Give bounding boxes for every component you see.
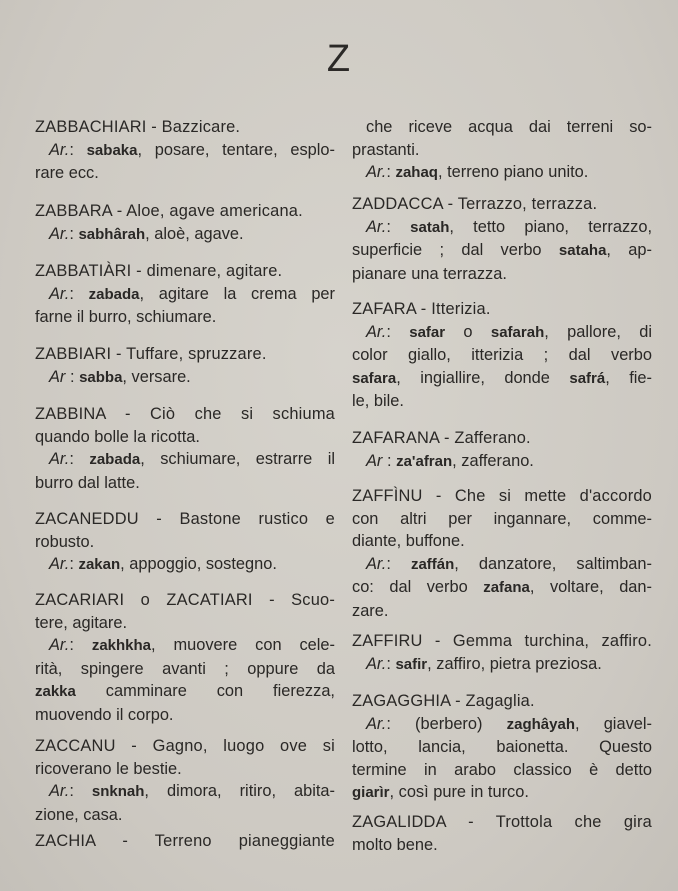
entry-text-line	[35, 366, 335, 390]
abbreviation-ar: Ar.	[366, 322, 387, 341]
section-letter: Z	[326, 38, 352, 80]
entry-text-line: quando bolle la ricotta.	[35, 427, 200, 446]
entry-headword-line: ZACCANU - Gagno, luogo ove si	[35, 737, 335, 755]
arabic-term: zabada	[89, 451, 141, 468]
dictionary-entry	[35, 116, 335, 185]
entry-headword-line: ZACHIA - Terreno pianeggiante	[35, 832, 335, 850]
gloss-text: , fie-	[605, 368, 652, 387]
abbreviation-ar: Ar.	[49, 636, 70, 654]
gloss-text: , zaffiro, pietra preziosa.	[427, 654, 602, 673]
arabic-term: safir	[395, 655, 428, 673]
entry-text-line: zione, casa.	[35, 805, 123, 824]
entry-headword-line: ZABBINA - Ciò che si schiuma	[35, 405, 335, 423]
arabic-term: sabba	[79, 368, 123, 386]
arabic-term: safarah	[490, 323, 545, 341]
dictionary-entry	[352, 193, 652, 285]
gloss-text: :	[69, 782, 92, 800]
entry-text-line: rare ecc.	[35, 164, 99, 182]
gloss-text: :	[65, 367, 80, 386]
gloss-text: co: dal verbo	[352, 578, 484, 596]
arabic-term: zakhkha	[91, 637, 152, 654]
entry-text-line	[352, 553, 652, 577]
abbreviation-ar: Ar.	[366, 654, 387, 673]
entry-headword-line: ZAFARANA - Zafferano.	[352, 429, 531, 447]
entry-text-line	[352, 161, 652, 185]
entry-text-line: farne il burro, schiumare.	[35, 308, 217, 326]
entry-text-line: termine in arabo classico è detto	[352, 760, 652, 779]
entry-text-line: muovendo il corpo.	[35, 705, 174, 724]
entry-text-line	[352, 216, 652, 240]
gloss-text: :	[69, 636, 92, 654]
entry-text-line	[352, 653, 652, 677]
dictionary-entry	[35, 200, 335, 246]
arabic-term: zakan	[78, 556, 121, 573]
gloss-text: :	[386, 554, 411, 573]
arabic-term: zaffán	[410, 555, 455, 573]
gloss-text: , appoggio, sostegno.	[120, 555, 277, 573]
arabic-term: zakka	[35, 683, 76, 700]
dictionary-entry	[352, 485, 652, 622]
entry-text-line	[35, 283, 335, 307]
arabic-term: satah	[410, 218, 450, 236]
dictionary-entry	[352, 427, 652, 473]
entry-text-line	[35, 553, 335, 577]
gloss-text: :	[69, 224, 79, 243]
arabic-term: sabaka	[86, 141, 138, 159]
gloss-text: , posare, tentare, esplo-	[137, 140, 335, 159]
gloss-text: :	[386, 163, 396, 181]
entry-headword-line: ZABBIARI - Tuffare, spruzzare.	[35, 345, 267, 363]
entry-text-line: color giallo, itterizia ; dal verbo	[352, 346, 652, 364]
entry-text-line: pianare una terrazza.	[352, 264, 507, 283]
abbreviation-ar: Ar.	[366, 163, 387, 181]
gloss-text: , pallore, di	[544, 322, 652, 341]
gloss-text: , giavel-	[574, 714, 652, 733]
arabic-term: zaghâyah	[506, 715, 575, 733]
gloss-text: , versare.	[122, 367, 191, 386]
entry-text-line: le, bile.	[352, 392, 404, 410]
gloss-text: :	[69, 284, 89, 303]
gloss-text: , così pure in turco.	[389, 783, 529, 801]
abbreviation-ar: Ar.	[366, 714, 387, 733]
gloss-text: , schiumare, estrarre il	[140, 450, 335, 468]
entry-headword-line: ZACARIARI o ZACATIARI - Scuo-	[35, 591, 335, 609]
abbreviation-ar: Ar.	[49, 140, 70, 159]
entry-text-line	[352, 576, 652, 600]
gloss-text: :	[386, 322, 410, 341]
gloss-text: camminare con fierezza,	[75, 682, 335, 700]
abbreviation-ar: Ar.	[49, 450, 70, 468]
gloss-text: , dimora, ritiro, abita-	[144, 782, 335, 800]
entry-text-line: che riceve acqua dai terreni so-	[366, 118, 652, 136]
entry-text-line: tere, agitare.	[35, 613, 128, 632]
entry-text-line	[35, 448, 335, 472]
dictionary-entry	[352, 116, 652, 185]
entry-text-line: molto bene.	[352, 835, 438, 854]
abbreviation-ar: Ar.	[49, 284, 70, 303]
gloss-text: , tetto piano, terrazzo,	[449, 217, 653, 236]
arabic-term: zahaq	[395, 164, 438, 181]
dictionary-entry	[352, 811, 652, 856]
entry-text-line	[35, 223, 335, 247]
entry-text-line	[352, 367, 652, 391]
entry-text-line	[35, 634, 335, 658]
entry-text-line: lotto, lancia, baionetta. Questo	[352, 738, 652, 756]
entry-text-line	[352, 321, 652, 345]
entry-text-line: robusto.	[35, 532, 95, 551]
entry-text-line: diante, buffone.	[352, 532, 465, 550]
arabic-term: sabhârah	[78, 225, 146, 243]
entry-headword-line: ZABBARA - Aloe, agave americana.	[35, 202, 303, 220]
gloss-text: :	[69, 555, 79, 573]
abbreviation-ar: Ar.	[366, 217, 387, 236]
entry-text-line	[352, 713, 652, 737]
arabic-term: za'afran	[396, 452, 453, 470]
arabic-term: sataha	[558, 242, 607, 259]
entry-headword-line: ZAFARA - Itterizia.	[352, 300, 491, 318]
gloss-text: , aloè, agave.	[145, 224, 244, 243]
entry-headword-line: ZAGAGGHIA - Zagaglia.	[352, 692, 535, 710]
arabic-term: safar	[409, 323, 446, 341]
entry-headword-line: ZACANEDDU - Bastone rustico e	[35, 510, 335, 528]
entry-text-line: burro dal latte.	[35, 473, 140, 492]
entry-text-line: ricoverano le bestie.	[35, 759, 182, 778]
entry-text-line: con altri per ingannare, comme-	[352, 509, 652, 528]
entry-text-line: prastanti.	[352, 140, 420, 159]
gloss-text: :	[69, 450, 90, 468]
gloss-text: :	[382, 451, 397, 470]
gloss-text: , ingiallire, donde	[396, 368, 570, 387]
entry-headword-line: ZAFFIRU - Gemma turchina, zaffiro.	[352, 632, 652, 650]
dictionary-entry	[352, 690, 652, 805]
gloss-text: :	[69, 140, 87, 159]
arabic-term: giarìr	[352, 784, 390, 801]
entry-headword-line: ZAGALIDDA - Trottola che gira	[352, 813, 652, 831]
entry-text-line	[35, 139, 335, 163]
dictionary-entry	[352, 630, 652, 676]
dictionary-entry	[35, 343, 335, 389]
gloss-text: superficie ; dal verbo	[352, 241, 559, 259]
entry-text-line: rità, spingere avanti ; oppure da	[35, 659, 335, 678]
gloss-text: : (berbero)	[386, 714, 507, 733]
arabic-term: zabada	[88, 285, 140, 303]
dictionary-entry	[35, 508, 335, 577]
entry-text-line: zare.	[352, 601, 389, 620]
dictionary-entry	[35, 830, 335, 853]
abbreviation-ar: Ar	[366, 451, 383, 470]
dictionary-entry	[35, 589, 335, 726]
abbreviation-ar: Ar.	[49, 782, 70, 800]
dictionary-entry	[35, 260, 335, 329]
arabic-term: safrá	[569, 369, 606, 387]
entry-headword-line: ZAFFÌNU - Che si mette d'accordo	[352, 487, 652, 505]
arabic-term: zafana	[483, 579, 530, 596]
entry-text-line	[352, 450, 652, 474]
gloss-text: , voltare, dan-	[529, 578, 652, 596]
entry-headword-line: ZABBATIÀRI - dimenare, agitare.	[35, 262, 283, 280]
arabic-term: snknah	[91, 783, 145, 800]
entry-headword-line: ZABBACHIARI - Bazzicare.	[35, 118, 241, 136]
abbreviation-ar: Ar.	[49, 555, 70, 573]
gloss-text: , agitare la crema per	[139, 284, 336, 303]
gloss-text: , zafferano.	[452, 451, 534, 470]
abbreviation-ar: Ar.	[49, 224, 70, 243]
entry-text-line	[35, 780, 335, 804]
gloss-text: , ap-	[606, 241, 652, 259]
gloss-text: :	[386, 217, 411, 236]
entry-text-line	[352, 781, 652, 805]
dictionary-entry	[352, 298, 652, 413]
entry-text-line	[35, 680, 335, 704]
dictionary-entry	[35, 735, 335, 826]
abbreviation-ar: Ar.	[366, 554, 387, 573]
gloss-text: o	[445, 322, 491, 341]
gloss-text: , danzatore, saltimban-	[454, 554, 652, 573]
gloss-text: , muovere con cele-	[151, 636, 335, 654]
entry-text-line	[352, 239, 652, 263]
gloss-text: , terreno piano unito.	[437, 163, 589, 181]
arabic-term: safara	[352, 369, 397, 387]
entry-headword-line: ZADDACCA - Terrazzo, terrazza.	[352, 195, 598, 213]
abbreviation-ar: Ar	[49, 367, 66, 386]
dictionary-entry	[35, 403, 335, 494]
gloss-text: :	[386, 654, 396, 673]
